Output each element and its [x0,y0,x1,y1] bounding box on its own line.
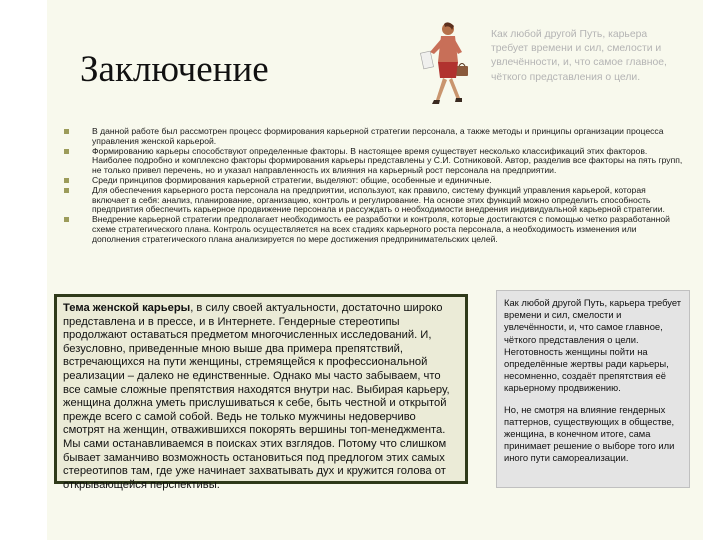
list-item [64,147,684,176]
women-career-text-box [54,294,468,491]
bullet-square-icon [64,129,69,134]
bullet-square-icon [64,149,69,154]
slide-title: Заключение [80,49,269,90]
conclusion-bullet-list [64,127,684,245]
bullet-text: Для обеспечения карьерного роста персонала на предприятии, используют, как правило, систему функций управления карьерой, которая включает в себя: анализ, планирование, организацию, контроль и регулирование. На основе этих функций можно определить способность предприятия обеспечить карьерное продвижение персонала и рассуждать о необходимости внедрения индивидуальной карьерной стратегии. [92,184,665,215]
sidebar-paragraph: Как любой другой Путь, карьера требует времени и сил, смелости и увлечённости, и, что самое главное, чёткого представления о цели. Неготовность женщины пойти на определённые жертвы ради карьеры, несомненно, создаёт препятствия её карьерному продвижению. [504,297,682,394]
list-item [64,186,684,215]
bullet-square-icon [64,178,69,183]
sidebar-quote-box [496,290,690,488]
box-body-text: , в силу своей актуальности, достаточно широко представлена и в прессе, и в Интернете. Гендерные стереотипы продолжают оставаться предметом многочисленных исследований. И, безусловно, приведенные мною выше два примера препятствий, встречающихся на пути женщины, стремящейся к профессиональной реализации – далеко не единственные. Однако мы часто забываем, что все самые сложные препятствия находятся внутри нас. Выбирая карьеру, женщина должна уметь прислушиваться к себе, быть честной и открытой прежде всего с самой собой. Ведь не только мужчины недоверчиво смотрят на женщин, отважившихся покорять вершины топ-менеджмента. Мы сами останавливаемся в поисках этих взглядов. Потому что слишком бывает заманчиво возможность остановиться под предлогом этих самых стереотипов там, где уже начинает захватывать дух и кружится голова от открывающейся перспективы. [63,302,450,491]
sidebar-paragraph: Но, не смотря на влияние гендерных паттернов, существующих в обществе, женщина, в конечном итоге, сама принимает решение о выборе того или иного пути самореализации. [504,403,675,464]
epigraph-quote: Как любой другой Путь, карьера требует времени и сил, смелости и увлечённости, и, что самое главное, чёткого представления о цели. [491,29,667,83]
bullet-text: Среди принципов формирования карьерной стратегии, выделяют: общие, особенные и единичные. [92,174,492,185]
box-lead-phrase: Тема женской карьеры [63,302,191,314]
bullet-text: Формированию карьеры способствуют определенные факторы. В настоящее время существует несколько классификаций этих факторов. Наиболее подробно и комплексно факторы формирования карьеры представлены у С.И. Сотниковой. Автор, разделив все факторы на пять групп, не только привел перечень, но и указал направленность их влияния на карьерный рост персонала на предприятии. [92,145,683,176]
list-item [64,215,684,244]
bullet-text: В данной работе был рассмотрен процесс формирования карьерной стратегии персонала, а также методы и принципы организации процесса управления женской карьерой. [92,126,664,146]
bullet-square-icon [64,188,69,193]
bullet-text: Внедрение карьерной стратегии предполагает необходимость ее разработки и контроля, которые достигаются с помощью четко разработанной схеме стратегического плана. Контроль осуществляется на всех стадиях карьерного роста персонала, а необходимость изменения или дополнения стратегического плана анализируется по мере достижения предпринимательских целей. [92,214,670,244]
bullet-square-icon [64,217,69,222]
walking-businesswoman-icon [408,18,480,114]
list-item [64,127,684,147]
